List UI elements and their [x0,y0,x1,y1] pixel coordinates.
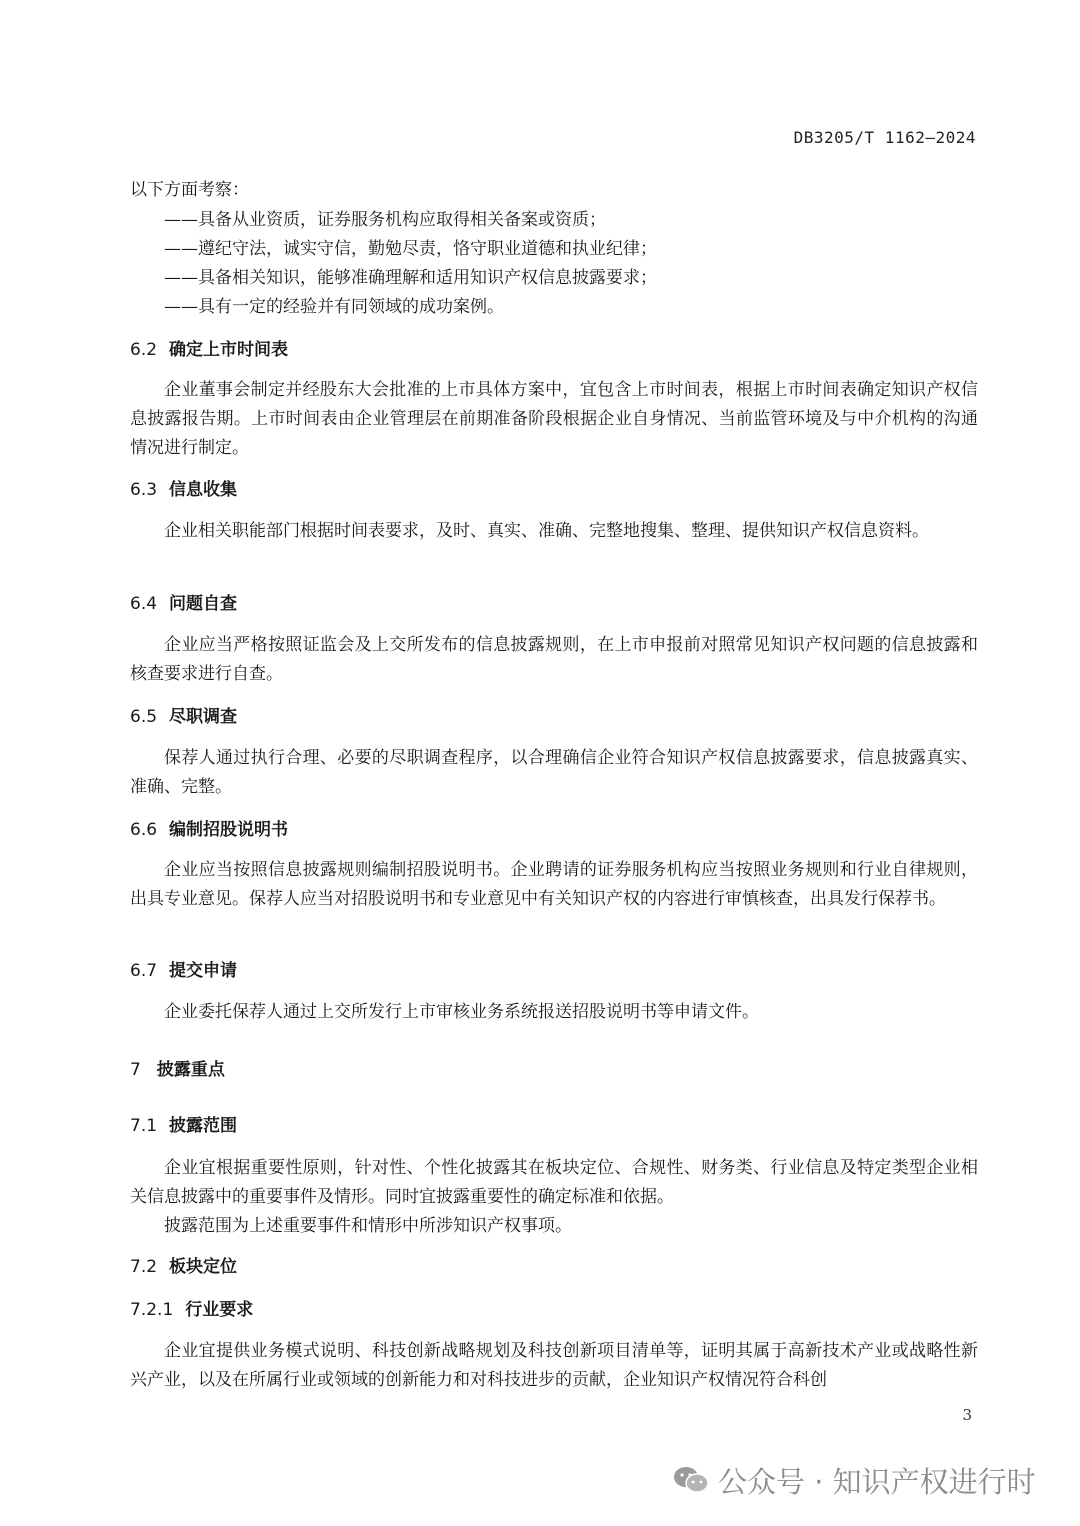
section-number: 7.2 [130,1257,158,1277]
section-title: 行业要求 [185,1300,254,1320]
section-heading-7-2-1 [130,1296,253,1325]
section-title: 尽职调查 [169,707,238,727]
section-number: 6.7 [130,961,158,981]
paragraph: 披露范围为上述重要事件和情形中所涉知识产权事项。 [164,1216,572,1236]
list-item: ——具有一定的经验并有同领域的成功案例。 [164,297,504,317]
section-title: 提交申请 [169,961,238,981]
wechat-icon [672,1465,710,1495]
paragraph: 保荐人通过执行合理、必要的尽职调查程序，以合理确信企业符合知识产权信息披露要求，信息披露真实、准确、完整。 [130,748,978,797]
section-heading-6-7 [130,957,237,986]
section-number: 7 [130,1060,141,1080]
section-title: 板块定位 [169,1257,238,1277]
section-title: 编制招股说明书 [169,820,289,840]
paragraph: 企业宜根据重要性原则，针对性、个性化披露其在板块定位、合规性、财务类、行业信息及特定类型企业相关信息披露中的重要事件及情形。同时宜披露重要性的确定标准和依据。 [130,1158,978,1207]
page-number: 3 [962,1406,972,1424]
section-heading-7-2 [130,1253,237,1282]
section-title: 信息收集 [169,480,238,500]
section-title: 披露重点 [156,1060,225,1080]
watermark [672,1460,1036,1500]
intro-lead: 以下方面考察： [130,180,249,200]
list-item: ——遵纪守法，诚实守信，勤勉尽责，恪守职业道德和执业纪律； [164,239,657,259]
list-item: ——具备相关知识，能够准确理解和适用知识产权信息披露要求； [164,268,657,288]
paragraph: 企业董事会制定并经股东大会批准的上市具体方案中，宜包含上市时间表，根据上市时间表确定知识产权信息披露报告期。上市时间表由企业管理层在前期准备阶段根据企业自身情况、当前监管环境及与中介机构的沟通情况进行制定。 [130,380,978,458]
section-heading-6-3 [130,476,237,505]
section-heading-7 [130,1056,225,1085]
section-title: 确定上市时间表 [169,340,289,360]
paragraph: 企业宜提供业务模式说明、科技创新战略规划及科技创新项目清单等，证明其属于高新技术产业或战略性新兴产业，以及在所属行业或领域的创新能力和对科技进步的贡献，企业知识产权情况符合科创 [130,1341,978,1390]
section-heading-7-1 [130,1112,237,1141]
section-title: 问题自查 [169,594,238,614]
watermark-text: 公众号 · 知识产权进行时 [718,1464,1036,1499]
section-number: 7.1 [130,1116,158,1136]
section-heading-6-4 [130,590,237,619]
section-heading-6-2 [130,336,288,365]
section-number: 6.4 [130,594,158,614]
doc-code: DB3205/T 1162—2024 [793,128,976,147]
section-number: 6.5 [130,707,158,727]
section-number: 7.2.1 [130,1300,174,1320]
section-number: 6.6 [130,820,158,840]
section-heading-6-5 [130,703,237,732]
paragraph: 企业委托保荐人通过上交所发行上市审核业务系统报送招股说明书等申请文件。 [164,1002,759,1022]
section-title: 披露范围 [169,1116,238,1136]
paragraph: 企业相关职能部门根据时间表要求，及时、真实、准确、完整地搜集、整理、提供知识产权信息资料。 [164,521,929,541]
section-number: 6.3 [130,480,158,500]
list-item: ——具备从业资质，证券服务机构应取得相关备案或资质； [164,210,606,230]
section-heading-6-6 [130,816,288,845]
paragraph: 企业应当严格按照证监会及上交所发布的信息披露规则，在上市申报前对照常见知识产权问题的信息披露和核查要求进行自查。 [130,635,978,684]
paragraph: 企业应当按照信息披露规则编制招股说明书。企业聘请的证券服务机构应当按照业务规则和行业自律规则，出具专业意见。保荐人应当对招股说明书和专业意见中有关知识产权的内容进行审慎核查，出具发行保荐书。 [130,860,978,909]
section-number: 6.2 [130,340,158,360]
